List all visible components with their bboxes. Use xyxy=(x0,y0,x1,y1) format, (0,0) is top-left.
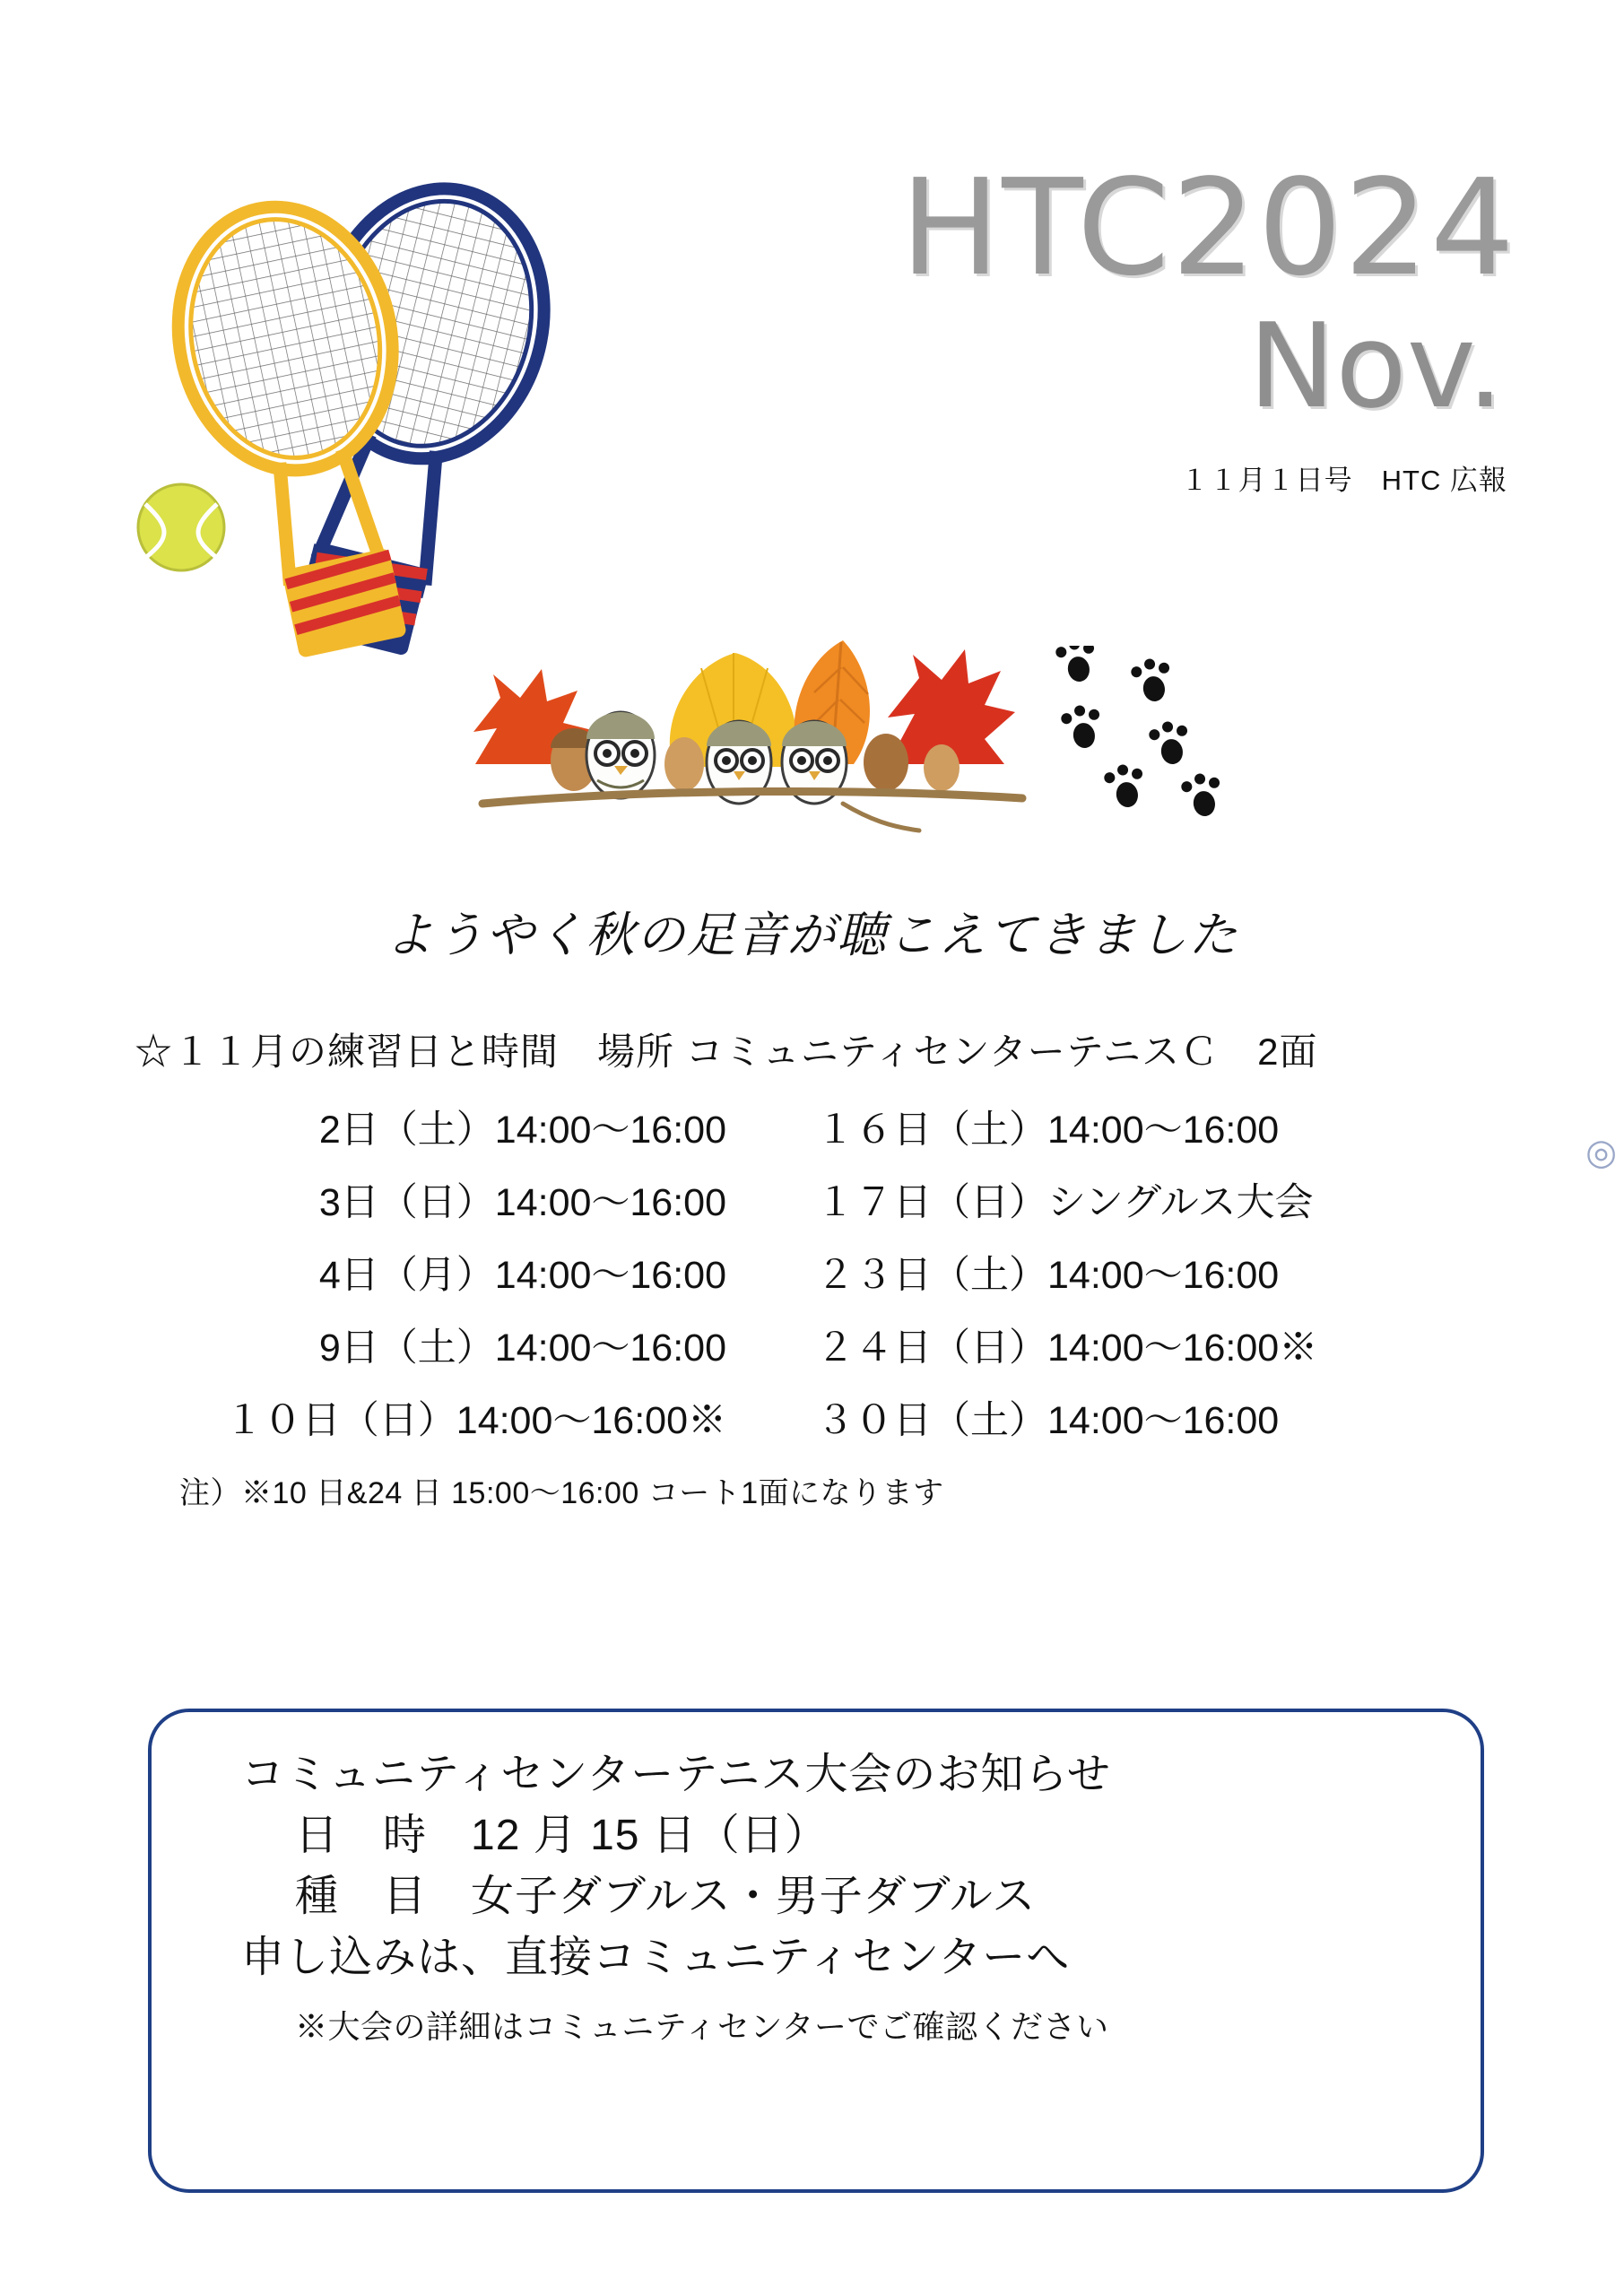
schedule-cell: ２３日（土）14:00〜16:00 xyxy=(816,1254,1280,1297)
notice-events: 種 目 女子ダブルス・男子ダブルス xyxy=(295,1873,1037,1921)
notice-date: 日 時 12 月 15 日（日） xyxy=(295,1812,829,1860)
poster-header xyxy=(0,0,1624,646)
title-block xyxy=(709,151,1516,498)
page-title: HTC2024 xyxy=(899,151,1516,305)
issue-note: １１月１日号 HTC 広報 xyxy=(1180,464,1507,496)
schedule-cell: ３０日（土）14:00〜16:00 xyxy=(816,1399,1280,1442)
schedule-cell: 3日（日）14:00〜16:00 xyxy=(318,1181,726,1224)
schedule-note: 注）※10 日&24 日 15:00〜16:00 コート1面になります xyxy=(179,1476,944,1510)
notice-footnote: ※大会の詳細はコミュニティセンターでご確認ください xyxy=(295,2007,1109,2045)
schedule-cell: 4日（月）14:00〜16:00 xyxy=(318,1254,726,1297)
page-subtitle: Nov. xyxy=(1248,298,1504,434)
schedule-cell: 9日（土）14:00〜16:00 xyxy=(318,1326,726,1370)
notice-application: 申し込みは、直接コミュニティセンターへ xyxy=(241,1934,1071,1982)
schedule-section xyxy=(0,1022,1624,1512)
tennis-ball-icon xyxy=(138,484,224,570)
catchcopy-text: ようやく秋の足音が聴こえてきました xyxy=(385,907,1239,963)
stray-mark: ◎ xyxy=(1585,1133,1617,1172)
notice-heading: コミュニティセンターテニス大会のお知らせ xyxy=(241,1751,1111,1798)
autumn-leaves-illustration xyxy=(466,628,1094,861)
schedule-cell: ２４日（日）14:00〜16:00※ xyxy=(816,1326,1318,1370)
tournament-notice-box xyxy=(148,1709,1484,2193)
schedule-cell: １６日（土）14:00〜16:00 xyxy=(816,1109,1280,1152)
schedule-cell: 2日（土）14:00〜16:00 xyxy=(318,1109,726,1152)
tennis-rackets-icon xyxy=(108,152,664,709)
schedule-cell: １７日（日）シングルス大会 xyxy=(816,1181,1314,1224)
schedule-title: ☆１１月の練習日と時間 場所 コミュニティセンターテニスＣ 2面 xyxy=(135,1031,1318,1073)
schedule-grid xyxy=(0,1100,1624,1445)
schedule-cell: １０日（日）14:00〜16:00※ xyxy=(224,1399,726,1442)
paw-prints-icon xyxy=(1049,646,1282,852)
